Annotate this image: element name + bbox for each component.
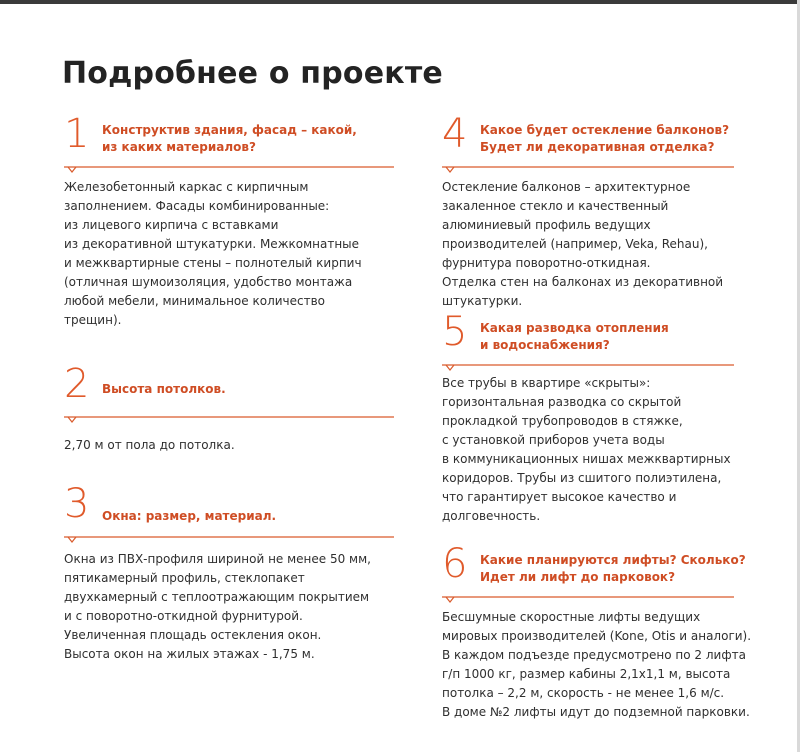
section-divider	[442, 594, 782, 604]
faq-section-1	[64, 111, 404, 330]
section-question: Высота потолков.	[102, 382, 226, 396]
section-question: Конструктив здания, фасад – какой, из каких материалов?	[102, 123, 357, 154]
section-question: Какая разводка отопления и водоснабжения?	[480, 321, 669, 352]
faq-section-5	[442, 309, 782, 526]
section-question: Какое будет остекление балконов? Будет ли декоративная отделка?	[480, 123, 730, 154]
faq-section-6	[442, 541, 782, 722]
section-divider	[64, 534, 404, 544]
section-divider	[64, 164, 404, 174]
section-header	[64, 361, 404, 414]
section-number: 2	[64, 361, 90, 407]
top-border	[0, 0, 800, 4]
section-header	[64, 111, 404, 164]
section-question: Какие планируются лифты? Сколько? Идет ли лифт до парковок?	[480, 553, 746, 584]
section-answer: Железобетонный каркас с кирпичным заполнением. Фасады комбинированные: из лицевого кирпича с вставками из декоративной штукатурки. Межкомнатные и межквартирные стены – полнотелый кирпич (отличная шумоизоляция, удобство монтажа любой мебели, минимальное количество трещин).	[64, 180, 362, 327]
section-header	[442, 541, 782, 594]
section-header	[442, 111, 782, 164]
faq-section-2	[64, 361, 404, 455]
section-question: Окна: размер, материал.	[102, 509, 277, 523]
section-number: 6	[442, 541, 468, 587]
section-answer: Остекление балконов – архитектурное закаленное стекло и качественный алюминиевый профиль ведущих производителей (например, Veka, Rehau), фурнитура поворотно-откидная. Отделка стен на балконах из декоративной штукатурки.	[442, 180, 724, 308]
section-divider	[442, 164, 782, 174]
section-divider	[64, 414, 404, 424]
section-number: 1	[64, 111, 90, 157]
section-answer: 2,70 м от пола до потолка.	[64, 438, 235, 452]
section-header	[442, 309, 782, 362]
section-answer: Окна из ПВХ-профиля шириной не менее 50 мм, пятикамерный профиль, стеклопакет двухкамерный с теплоотражающим покрытием и с поворотно-откидной фурнитурой. Увеличенная площадь остекления окон. Высота окон на жилых этажах - 1,75 м.	[64, 552, 371, 661]
faq-section-4	[442, 111, 782, 311]
section-number: 4	[442, 111, 468, 157]
section-answer: Все трубы в квартире «скрыты»: горизонтальная разводка со скрытой прокладкой трубопроводов в стяжке, с установкой приборов учета воды в коммуникационных нишах межквартирных коридоров. Трубы из сшитого полиэтилена, что гарантирует высокое качество и долговечность.	[442, 376, 731, 523]
section-answer: Бесшумные скоростные лифты ведущих мировых производителей (Kone, Otis и аналоги). В каждом подъезде предусмотрено по 2 лифта г/п 1000 кг, размер кабины 2,1х1,1 м, высота потолка – 2,2 м, скорость - не менее 1,6 м/с. В доме №2 лифты идут до подземной парковки.	[442, 610, 752, 719]
faq-section-3	[64, 481, 404, 664]
section-number: 3	[64, 481, 90, 527]
section-number: 5	[442, 309, 468, 355]
section-divider	[442, 362, 782, 372]
page-title: Подробнее о проекте	[62, 56, 443, 91]
section-header	[64, 481, 404, 534]
